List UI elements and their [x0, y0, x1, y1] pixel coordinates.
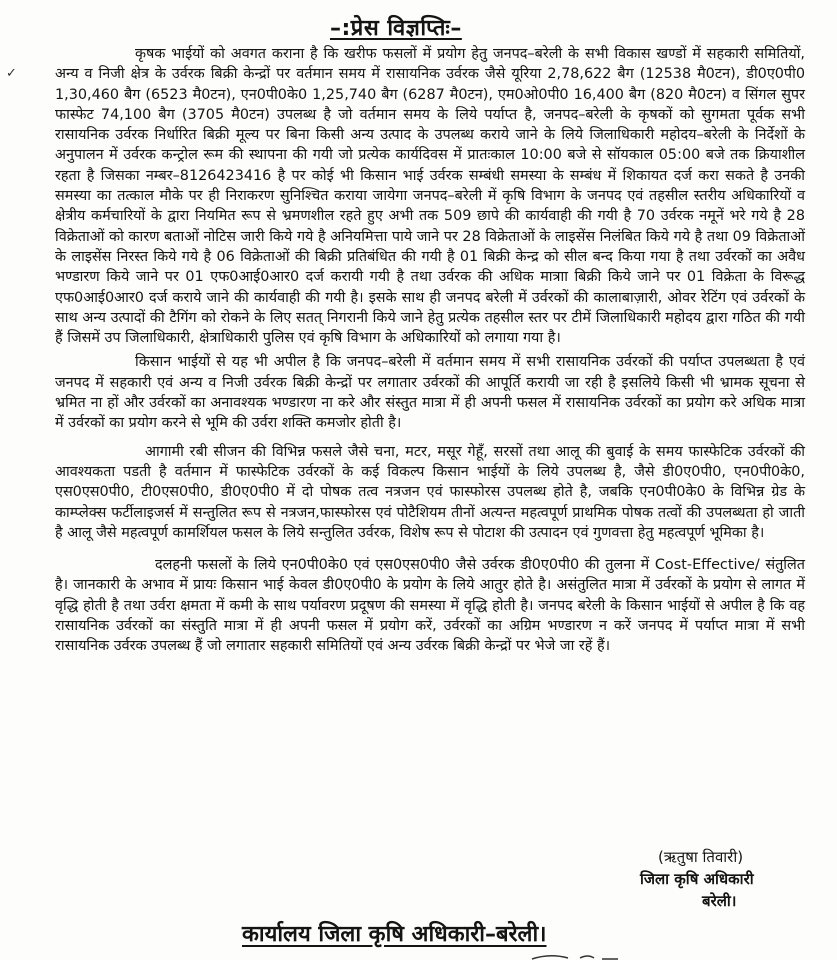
- signatory-place: बरेली।: [702, 892, 737, 910]
- signatory-name: (ऋतुषा तिवारी): [658, 848, 744, 866]
- signature-block: [640, 846, 820, 912]
- paragraph-rabi-season: आगामी रबी सीजन की विभिन्न फसले जैसे चना, मटर, मसूर गेहूँ, सरसों तथा आलू की बुवाई के समय फास्फेटिक उर्वरकों की आवश्यकता पडती है वर्तमान में फास्फेटिक उर्वरकों के कई विकल्प किसान भाईयों के लिये उपलब्ध है, जैसे डी0ए0पी0, एन0पी0के0, एस0एस0पी0, टी0एस0पी0, डी0ए0पी0 में दो पोषक तत्व नत्रजन एवं फास्फोरस उपलब्ध होते है, जबकि एन0पी0के0 के विभिन्न ग्रेड के काम्प्लेक्स फर्टीलाइजर्स में सन्तुलित रूप से नत्रजन,फास्फोरस एवं पोटैशियम तीनों अत्यन्त महत्वपूर्ण प्राथमिक पोषक तत्वों की उपलब्धता हो जाती है आलू जैसे महत्वपूर्ण कामर्शियल फसल के लिये सन्तुलित उर्वरक, विशेष रूप से पोटाश की उत्पादन एवं गुणवत्ता हेतु महत्वपूर्ण भूमिका है।: [55, 443, 805, 541]
- press-release-body: [55, 44, 805, 657]
- paragraph-farmer-appeal: किसान भाईयों से यह भी अपील है कि जनपद–बरेली में वर्तमान समय में सभी रासायनिक उर्वरकों की पर्याप्त उपलब्धता है एवं जनपद में सहकारी एवं अन्य व निजी उर्वरक बिक्री केन्द्रों पर लगातार उर्वरकों की आपूर्ति करायी जा रही है इसलिये किसी भी भ्रामक सूचना से भ्रमित ना हों और उर्वरकों का अनावश्यक भण्डारण ना करे और संस्तुत मात्रा में ही अपनी फसल में रासायनिक उर्वरकों का प्रयोग करे अधिक मात्रा में उर्वरकों का प्रयोग करने से भूमि की उर्वरा शक्ति कमजोर होती है।: [55, 354, 805, 432]
- office-heading: कार्यालय जिला कृषि अधिकारी–बरेली।: [242, 922, 547, 947]
- paragraph-fertilizer-availability: कृषक भाईयों को अवगत कराना है कि खरीफ फसलों में प्रयोग हेतु जनपद–बरेली के सभी विकास खण्डों में सहकारी समितियों, अन्य व निजी क्षेत्र के उर्वरक बिक्री केन्द्रों पर वर्तमान समय में रासायनिक उर्वरक जैसे यूरिया 2,78,622 बैग (12538 मै0टन), डी0ए0पी0 1,30,460 बैग (6523 मै0टन), एन0पी0के0 1,25,740 बैग (6287 मै0टन), एम0ओ0पी0 16,400 बैग (820 मै0टन) व सिंगल सुपर फास्फेट 74,100 बैग (3705 मै0टन) उपलब्ध है जो वर्तमान समय के लिये पर्याप्त है, जनपद–बरेली के कृषकों को सुगमता पूर्वक सभी रासायनिक उर्वरक निर्धारित बिक्री मूल्य पर बिना किसी अन्य उत्पाद के उपलब्ध कराये जाने के लिये जिलाधिकारी महोदय–बरेली के निर्देशों के अनुपालन में उर्वरक कन्ट्रोल रूम की स्थापना की गयी जो प्रत्येक कार्यदिवस में प्रातःकाल 10:00 बजे से सॉयकाल 05:00 बजे तक क्रियाशील रहता है जिसका नम्बर–8126423416 है पर कोई भी किसान भाई उर्वरक सम्बंधी समस्या के सम्बंध में शिकायत दर्ज करा सकते है उनकी समस्या का तत्काल मौके पर ही निराकरण सुनिश्चित कराया जायेगा जनपद–बरेली में कृषि विभाग के जनपद एवं तहसील स्तरीय अधिकारियों व क्षेत्रीय कर्मचारियों के द्वारा नियमित रूप से भ्रमणशील रहते हुए अभी तक 509 छापे की कार्यवाही की गयी है 70 उर्वरक नमूनें भरे गये है 28 विक्रेताओं को कारण बताओं नोटिस जारी किये गये है अनियमित्ता पाये जाने पर 28 विक्रेताओं के लाइसेंस निलंबित किये गये है तथा 09 विक्रेताओं के लाइसेंस निरस्त किये गये है 06 विक्रेताओं की बिक्री प्रतिबंधित की गयी है 01 बिक्री केन्द्र को सील बन्द किया गया है तथा उर्वरकों का अवैध भण्डारण किये जाने पर 01 एफ0आई0आर0 दर्ज करायी गयी है तथा उर्वरक की अधिक मात्राा बिक्री किये जाने पर 01 विक्रेता के विरूद्ध एफ0आई0आर0 दर्ज कराये जाने की कार्यवाही की गयी है। इसके साथ ही जनपद बरेली में उर्वरकों की कालाबाज़ारी, ओवर रेटिंग एवं उर्वरकों के साथ अन्य उत्पादों की टैगिंग को रोकने के लिए सतत् निगरानी किये जाने हेतु प्रत्येक तहसील स्तर पर टीमें जिलाधिकारी महोदय द्वारा गठित की गयी हैं जिसमें उप जिलाधिकारी, क्षेत्राधिकारी पुलिस एवं कृषि विभाग के अधिकारियों को लगाया गया है।: [55, 46, 805, 347]
- paragraph-pulse-crops: दलहनी फसलों के लिये एन0पी0के0 एवं एस0एस0पी0 जैसे उर्वरक डी0ए0पी0 की तुलना में Cost-Effective/ संतुलित है। जानकारी के अभाव में प्रायः किसान भाई केवल डी0ए0पी0 के प्रयोग के लिये आतुर होते है। असंतुलित मात्रा में उर्वरकों के प्रयोग से लागत में वृद्धि होती है तथा उर्वरा क्षमता में कमी के साथ पर्यावरण प्रदूषण की समस्या में वृद्धि होती है। जनपद बरेली के किसान भाईयों से अपील है कि वह रासायनिक उर्वरकों का संस्तुति मात्रा में ही अपनी फसल में प्रयोग करें, उर्वरकों का अग्रिम भण्डारण न करें जनपद में पर्याप्त मात्रा में सभी रासायनिक उर्वरक उपलब्ध हैं जो लगातार सहकारी समितियों एवं अन्य उर्वरक बिक्री केन्द्रों पर भेजे जा रहें हैं।: [55, 557, 805, 655]
- page-title: –:प्रेस विज्ञप्तिः–: [330, 16, 462, 41]
- signatory-designation: जिला कृषि अधिकारी: [640, 870, 754, 888]
- margin-mark: ✓: [6, 66, 17, 81]
- handwriting-fragment-icon: [530, 952, 620, 960]
